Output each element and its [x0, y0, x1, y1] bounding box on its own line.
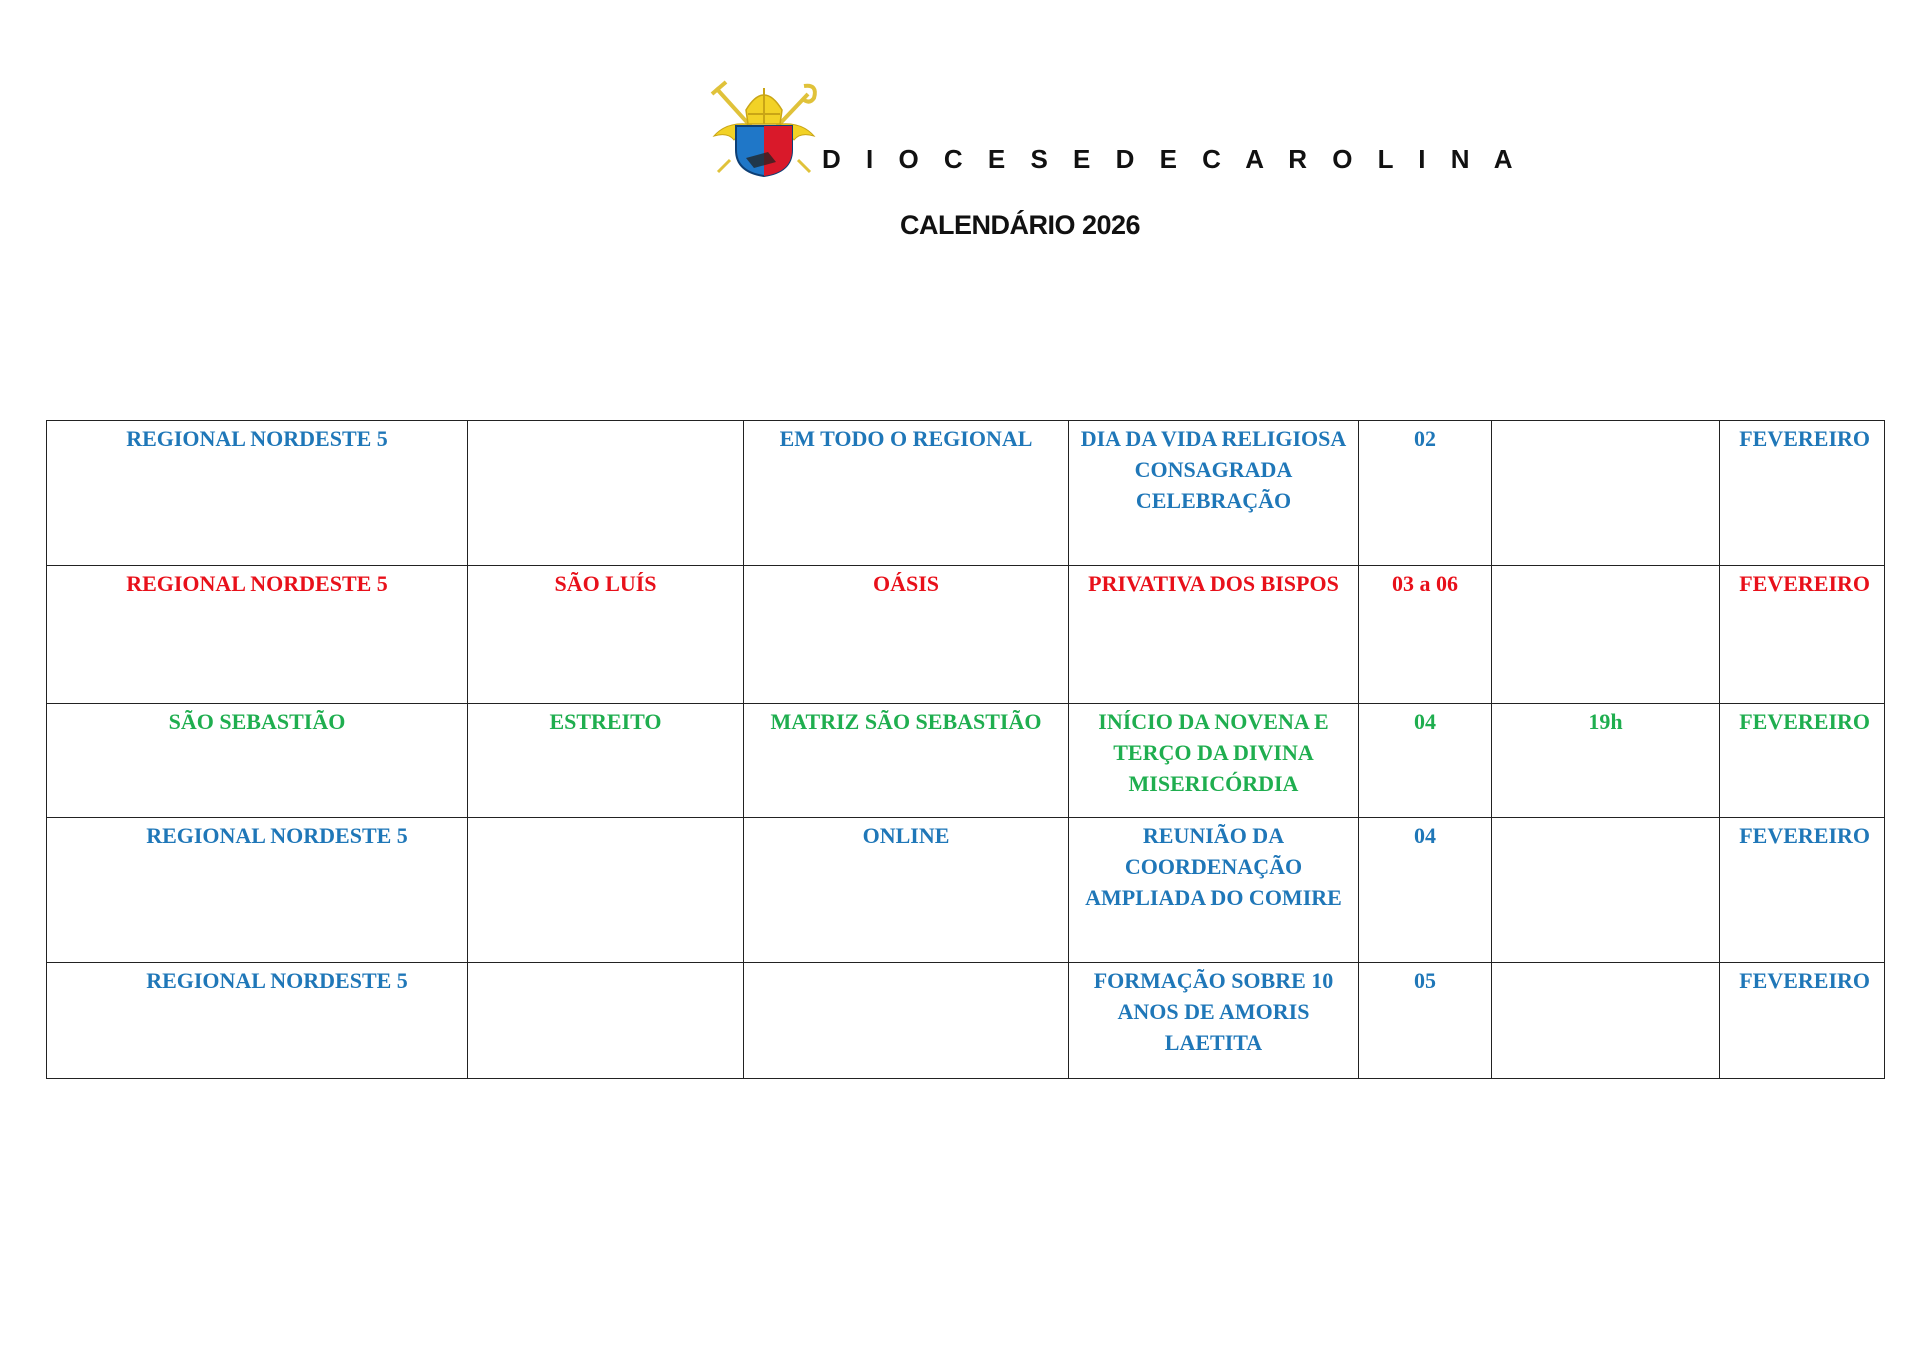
diocese-coat-of-arms-icon	[706, 80, 822, 178]
document-header	[0, 0, 1920, 260]
city-cell	[468, 818, 744, 963]
page-title: CALENDÁRIO 2026	[899, 210, 1141, 240]
events-table	[46, 420, 1885, 1079]
day-cell: 04	[1359, 818, 1492, 963]
table-row	[47, 421, 1885, 566]
time-cell	[1492, 818, 1720, 963]
day-cell: 02	[1359, 421, 1492, 566]
table-row	[47, 566, 1885, 704]
place-cell: ONLINE	[744, 818, 1069, 963]
description-cell: PRIVATIVA DOS BISPOS	[1069, 566, 1359, 704]
description-cell: REUNIÃO DA COORDENAÇÃO AMPLIADA DO COMIRE	[1069, 818, 1359, 963]
city-cell: ESTREITO	[468, 704, 744, 818]
table-row	[47, 818, 1885, 963]
month-cell: FEVEREIRO	[1720, 566, 1885, 704]
place-cell	[744, 963, 1069, 1079]
time-cell	[1492, 566, 1720, 704]
city-cell	[468, 963, 744, 1079]
entity-cell: REGIONAL NORDESTE 5	[47, 818, 468, 963]
month-cell: FEVEREIRO	[1720, 818, 1885, 963]
entity-cell: REGIONAL NORDESTE 5	[47, 566, 468, 704]
entity-cell: REGIONAL NORDESTE 5	[47, 963, 468, 1079]
city-cell	[468, 421, 744, 566]
table-row	[47, 963, 1885, 1079]
time-cell	[1492, 421, 1720, 566]
description-cell: DIA DA VIDA RELIGIOSA CONSAGRADA CELEBRAÇÃO	[1069, 421, 1359, 566]
entity-cell: SÃO SEBASTIÃO	[47, 704, 468, 818]
time-cell: 19h	[1492, 704, 1720, 818]
day-cell: 05	[1359, 963, 1492, 1079]
description-cell: INÍCIO DA NOVENA E TERÇO DA DIVINA MISERICÓRDIA	[1069, 704, 1359, 818]
organization-name: D I O C E S E D E C A R O L I N A	[822, 144, 1522, 174]
month-cell: FEVEREIRO	[1720, 421, 1885, 566]
entity-cell: REGIONAL NORDESTE 5	[47, 421, 468, 566]
description-cell: FORMAÇÃO SOBRE 10 ANOS DE AMORIS LAETITA	[1069, 963, 1359, 1079]
day-cell: 03 a 06	[1359, 566, 1492, 704]
place-cell: EM TODO O REGIONAL	[744, 421, 1069, 566]
time-cell	[1492, 963, 1720, 1079]
place-cell: OÁSIS	[744, 566, 1069, 704]
month-cell: FEVEREIRO	[1720, 963, 1885, 1079]
place-cell: MATRIZ SÃO SEBASTIÃO	[744, 704, 1069, 818]
day-cell: 04	[1359, 704, 1492, 818]
city-cell: SÃO LUÍS	[468, 566, 744, 704]
table-row	[47, 704, 1885, 818]
month-cell: FEVEREIRO	[1720, 704, 1885, 818]
